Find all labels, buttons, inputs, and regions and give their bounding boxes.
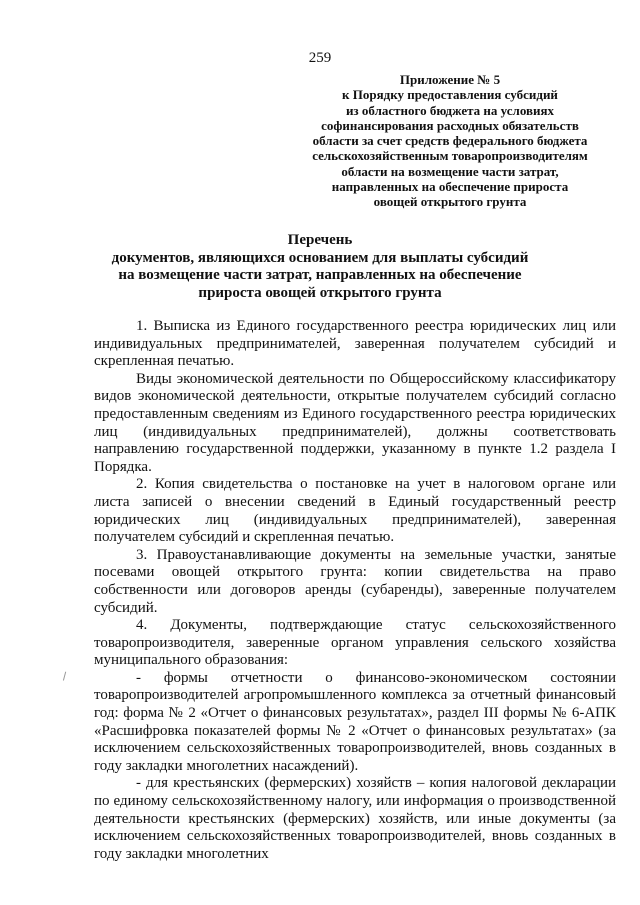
appendix-line: области за счет средств федерального бюджета: [312, 133, 588, 149]
appendix-line: к Порядку предоставления субсидий: [342, 87, 558, 103]
appendix-header: [300, 72, 600, 210]
margin-pen-mark: [63, 672, 69, 682]
paragraph-activity-types: Виды экономической деятельности по Общероссийскому классификатору видов экономической деятельности, открытые получателем субсидий согласно предоставленным сведениям из Единого государственного реестра юридических лиц (индивидуальных предпринимателей), должны соответствовать направлению государственной поддержки, указанному в пункте 1.2 раздела I Порядка.: [94, 370, 616, 475]
paragraph-item-2: 2. Копия свидетельства о постановке на учет в налоговом органе или листа записей о внесении сведений в Единый государственный реестр юридических лиц (индивидуальных предпринимателей), заверенная получателем субсидий и скрепленная печатью.: [94, 476, 616, 546]
document-body: [94, 318, 616, 863]
paragraph-item-1: 1. Выписка из Единого государственного реестра юридических лиц или индивидуальных предпринимателей, заверенная получателем субсидий и скрепленная печатью.: [94, 318, 616, 370]
title-line: Перечень: [287, 232, 353, 248]
appendix-line: софинансирования расходных обязательств: [321, 117, 579, 133]
appendix-line: овощей открытого грунта: [373, 194, 527, 210]
paragraph-reporting-forms: - формы отчетности о финансово-экономическом состоянии товаропроизводителей агропромышленного комплекса за отчетный финансовый год: форма № 2 «Отчет о финансовых результатах», раздел III формы № 6-АПК «Расшифровка показателей формы № 2 «Отчет о финансовых результатах» (за исключением сельскохозяйственных товаропроизводителей, вновь созданных в году закладки многолетних насаждений).: [94, 669, 616, 774]
title-line: прироста овощей открытого грунта: [198, 284, 442, 301]
appendix-line: сельскохозяйственным товаропроизводителям: [312, 148, 588, 164]
paragraph-farm-households: - для крестьянских (фермерских) хозяйств – копия налоговой декларации по единому сельскохозяйственному налогу, или информация о производственной деятельности крестьянских (фермерских) хозяйств, или иные документы (за исключением сельскохозяйственных товаропроизводителей, вновь созданных в году закладки многолетних: [94, 775, 616, 862]
paragraph-item-4: 4. Документы, подтверждающие статус сельскохозяйственного товаропроизводителя, заверенные органом управления сельского хозяйства муниципального образования:: [94, 617, 616, 669]
appendix-line: Приложение № 5: [399, 72, 501, 87]
appendix-line: области на возмещение части затрат,: [341, 163, 559, 179]
title-line: документов, являющихся основанием для выплаты субсидий: [111, 249, 529, 266]
appendix-line: из областного бюджета на условиях: [345, 102, 555, 118]
appendix-line: направленных на обеспечение прироста: [331, 179, 569, 195]
page-number: 259: [308, 50, 332, 66]
paragraph-item-3: 3. Правоустанавливающие документы на земельные участки, занятые посевами овощей открытого грунта: копии свидетельства на право собственности или договоров аренды (субаренды), заверенные получателем субсидий.: [94, 546, 616, 616]
document-title: [60, 232, 580, 302]
title-line: на возмещение части затрат, направленных на обеспечение: [118, 267, 522, 283]
